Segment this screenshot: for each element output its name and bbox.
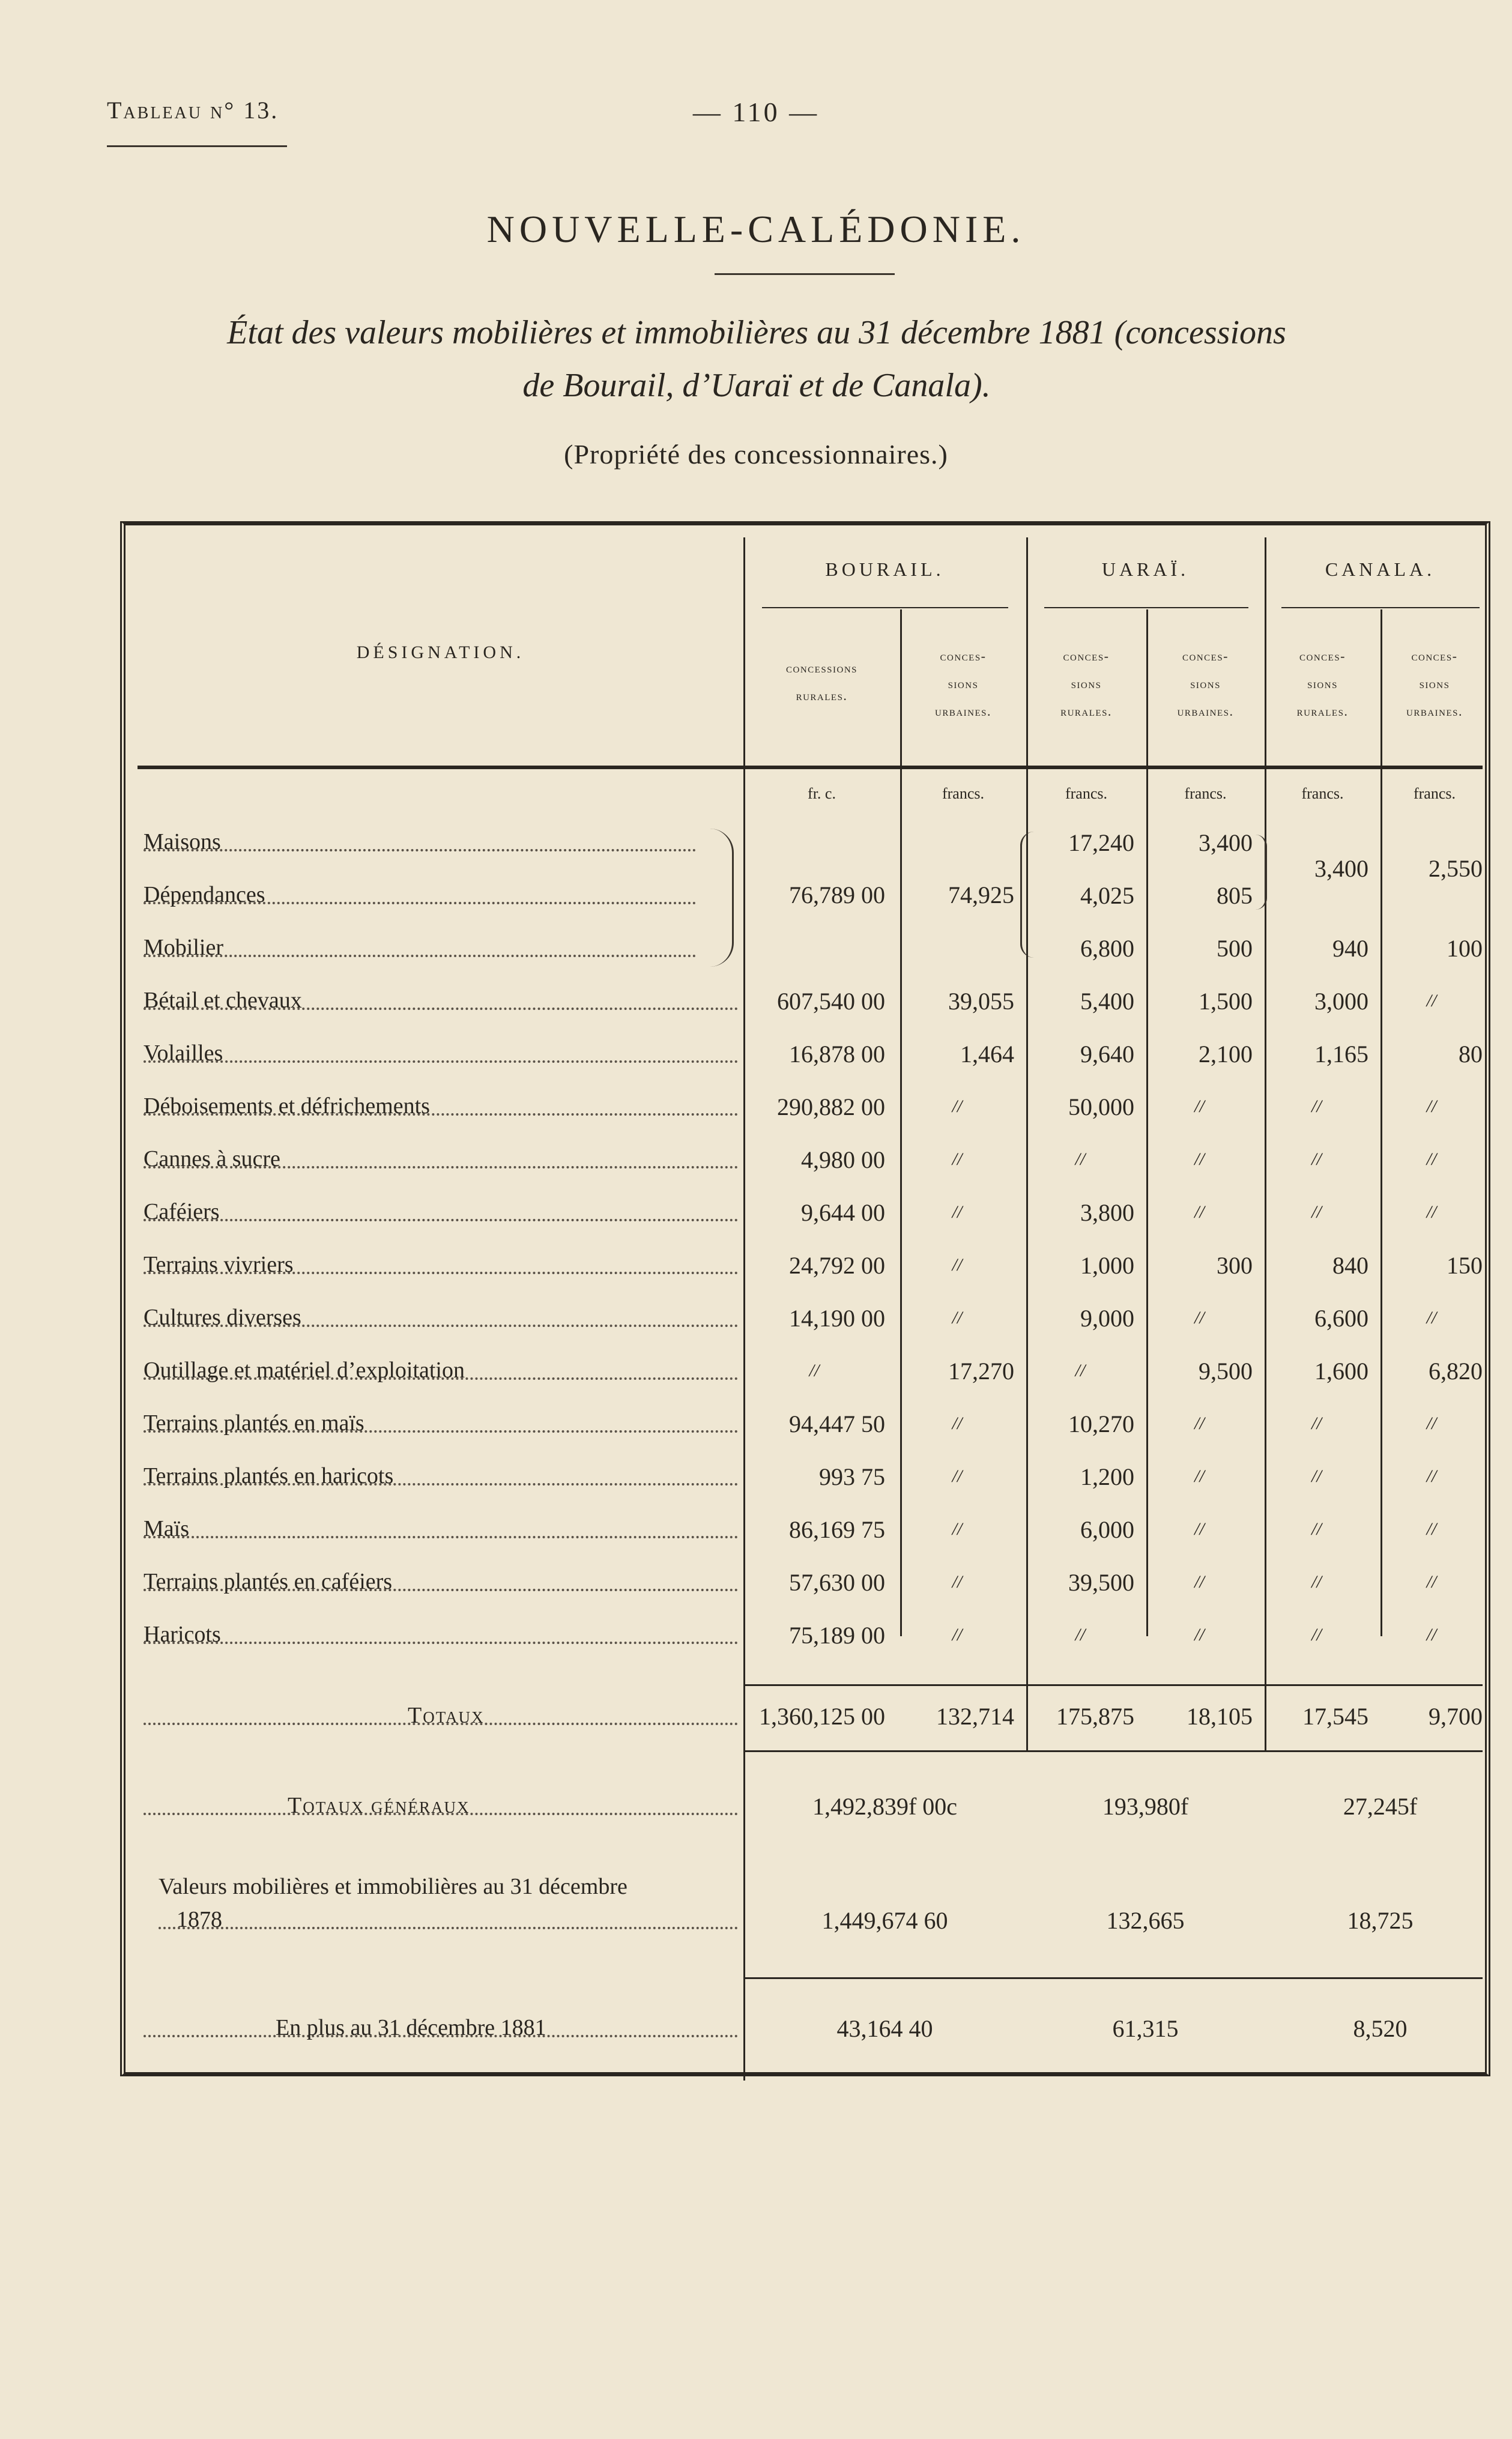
table-cell: // — [1426, 1572, 1437, 1592]
col-head-line: sions — [1190, 676, 1221, 691]
table-cell: 4,980 00 — [801, 1146, 885, 1173]
row-label-text: Maisons — [144, 829, 221, 854]
table-cell: // — [1075, 1149, 1086, 1169]
totaux-bottom-rule — [743, 1750, 1483, 1752]
leader-dots — [144, 955, 696, 957]
table-cell: 10,270 — [1068, 1410, 1134, 1437]
col-head-line: urbaines. — [1177, 704, 1234, 719]
table-cell: 50,000 — [1068, 1093, 1134, 1120]
row-label-text: Cannes à sucre — [144, 1146, 280, 1171]
table-cell: // — [1426, 1413, 1437, 1433]
group-canala: CANALA. — [1325, 558, 1436, 580]
designation-header: DÉSIGNATION. — [356, 642, 525, 662]
totaux-cell: 9,700 — [1429, 1703, 1483, 1730]
leader-dots — [144, 849, 696, 851]
table-cell: 24,792 00 — [789, 1252, 885, 1279]
unit-uarai-rurales: francs. — [1065, 785, 1107, 802]
maisons-uarai-rurales: 17,240 — [1068, 829, 1134, 856]
col-head-line: rurales. — [1060, 704, 1112, 719]
col-head-canala-rurales — [1265, 642, 1380, 725]
mobilier-uarai-rurales: 6,800 — [1080, 935, 1134, 962]
row-label — [144, 1304, 738, 1333]
row-label-text: En plus au 31 décembre 1881 — [276, 2015, 546, 2040]
table-cell: // — [809, 1361, 820, 1380]
row-label-text: Déboisements et défrichements — [144, 1093, 430, 1119]
table-cell: // — [1075, 1625, 1086, 1645]
valeurs-1878-bourail: 1,449,674 60 — [821, 1907, 948, 1934]
leader-dots — [144, 1536, 738, 1538]
leader-dots — [144, 1642, 738, 1644]
page-title: NOUVELLE-CALÉDONIE. — [486, 208, 1026, 250]
row-label — [144, 1146, 738, 1174]
maisons-canala-rurales: 3,400 — [1314, 855, 1368, 882]
table-cell: 39,500 — [1068, 1569, 1134, 1596]
en-plus-top-rule — [743, 1977, 1483, 1979]
row-label-text: 1878 — [177, 1907, 222, 1932]
table-cell: 2,100 — [1199, 1041, 1253, 1068]
en-plus-uarai: 61,315 — [1112, 2015, 1179, 2042]
table-cell: 57,630 00 — [789, 1569, 885, 1596]
table-cell: 3,800 — [1080, 1199, 1134, 1226]
table-cell: // — [1311, 1202, 1322, 1222]
group-rule-uarai — [1044, 607, 1248, 608]
row-label — [144, 1093, 738, 1122]
totaux-cell: 17,545 — [1302, 1703, 1368, 1730]
group-rule-canala — [1281, 607, 1480, 608]
maisons-bourail-rurales: 76,789 00 — [789, 881, 885, 908]
table-cell: // — [1311, 1519, 1322, 1539]
table-cell: // — [1194, 1308, 1205, 1328]
table-cell: // — [952, 1413, 963, 1433]
table-cell: // — [952, 1149, 963, 1169]
table-cell: // — [1194, 1466, 1205, 1486]
row-label — [144, 1040, 738, 1069]
row-label-text: Mobilier — [144, 935, 223, 960]
table-cell: // — [1426, 991, 1437, 1011]
leader-dots — [159, 1927, 738, 1929]
totaux-cell: 1,360,125 00 — [759, 1703, 885, 1730]
row-label-text: Terrains plantés en caféiers — [144, 1569, 393, 1594]
col-head-uarai-urbaines — [1146, 642, 1265, 725]
table-cell: // — [1311, 1625, 1322, 1645]
table-cell: // — [1194, 1413, 1205, 1433]
table-number: Tableau n° 13. — [107, 97, 279, 124]
row-label-text: Caféiers — [144, 1199, 220, 1224]
header-rule-bottom — [138, 766, 1483, 769]
row-label-text: Cultures diverses — [144, 1305, 301, 1330]
totaux-cell: 175,875 — [1056, 1703, 1134, 1730]
table-cell: // — [1426, 1519, 1437, 1539]
table-cell: 16,878 00 — [789, 1041, 885, 1068]
table-cell: // — [952, 1625, 963, 1645]
table-cell: // — [1194, 1149, 1205, 1169]
row-label-dependances — [144, 881, 696, 910]
row-label-maisons — [144, 829, 696, 857]
row-label — [144, 1410, 738, 1439]
row-label-text: Terrains vivriers — [144, 1252, 294, 1277]
table-cell: // — [952, 1096, 963, 1116]
col-head-line: rurales. — [1296, 704, 1349, 719]
dependances-uarai-urbaines: 805 — [1217, 882, 1253, 909]
table-cell: // — [1311, 1572, 1322, 1592]
col-head-line: sions — [1071, 676, 1102, 691]
table-cell: 1,165 — [1314, 1041, 1368, 1068]
table-cell: 1,500 — [1199, 988, 1253, 1015]
mobilier-canala-urbaines: 100 — [1447, 935, 1483, 962]
table-cell: 94,447 50 — [789, 1410, 885, 1437]
row-label-totaux-generaux — [144, 1792, 738, 1821]
table-cell: // — [1194, 1519, 1205, 1539]
table-cell: // — [952, 1519, 963, 1539]
row-label — [144, 1251, 738, 1280]
unit-bourail-rurales: fr. c. — [808, 785, 836, 802]
table-cell: // — [1311, 1149, 1322, 1169]
table-cell: 607,540 00 — [777, 988, 885, 1015]
table-cell: // — [1311, 1466, 1322, 1486]
col-head-line: conces- — [1299, 648, 1346, 663]
row-label-text: Bétail et chevaux — [144, 988, 302, 1013]
totaux-generaux-bourail: 1,492,839f 00c — [812, 1793, 958, 1820]
unit-canala-urbaines: francs. — [1413, 785, 1456, 802]
col-head-canala-urbaines — [1380, 642, 1489, 725]
row-label-valeurs-1878-line1: Valeurs mobilières et immobilières au 31 décembre — [159, 1874, 627, 1899]
header-rule — [107, 145, 287, 147]
table-cell: 993 75 — [819, 1463, 885, 1490]
table-cell: 6,000 — [1080, 1516, 1134, 1543]
table-cell: 86,169 75 — [789, 1516, 885, 1543]
row-label-text: Outillage et matériel d’exploitation — [144, 1358, 465, 1383]
table-cell: 6,820 — [1429, 1358, 1483, 1385]
table-cell: // — [1194, 1625, 1205, 1645]
table-cell: // — [1426, 1625, 1437, 1645]
table-cell: 9,000 — [1080, 1305, 1134, 1332]
page-number: — 110 — — [692, 97, 820, 127]
table-cell: 3,000 — [1314, 988, 1368, 1015]
row-label — [144, 987, 738, 1016]
table-cell: // — [1194, 1202, 1205, 1222]
row-label-en-plus — [144, 2014, 738, 2043]
col-head-line: conces- — [1063, 648, 1110, 663]
row-label — [144, 1198, 738, 1227]
table-cell: 1,200 — [1080, 1463, 1134, 1490]
totaux-generaux-uarai: 193,980f — [1102, 1793, 1189, 1820]
row-label-text: Totaux — [408, 1703, 485, 1728]
row-label-totaux — [144, 1702, 738, 1731]
col-head-line: conces- — [1182, 648, 1229, 663]
unit-bourail-urbaines: francs. — [942, 785, 984, 802]
mobilier-uarai-urbaines: 500 — [1217, 935, 1253, 962]
table-cell: 80 — [1459, 1041, 1483, 1068]
table-cell: // — [1194, 1572, 1205, 1592]
table-cell: // — [1426, 1096, 1437, 1116]
table-cell: 5,400 — [1080, 988, 1134, 1015]
page-header — [0, 96, 1512, 132]
maisons-bourail-urbaines: 74,925 — [948, 881, 1014, 908]
col-head-line: conces- — [1411, 648, 1458, 663]
row-label-text: Haricots — [144, 1622, 221, 1647]
parenthetical-note: (Propriété des concessionnaires.) — [564, 439, 948, 470]
col-head-line: sions — [1419, 676, 1450, 691]
table-cell: // — [1426, 1202, 1437, 1222]
subtitle-line-2: de Bourail, d’Uaraï et de Canala). — [522, 367, 991, 404]
mobilier-canala-rurales: 940 — [1332, 935, 1368, 962]
group-rule-bourail — [762, 607, 1008, 608]
table-cell: 6,600 — [1314, 1305, 1368, 1332]
table-cell: // — [1194, 1096, 1205, 1116]
table-cell: // — [1426, 1308, 1437, 1328]
table-cell: // — [1311, 1413, 1322, 1433]
table-cell: // — [1075, 1361, 1086, 1380]
col-head-uarai-rurales — [1026, 642, 1146, 725]
col-head-line: urbaines. — [1406, 704, 1463, 719]
unit-uarai-urbaines: francs. — [1184, 785, 1227, 802]
table-cell: 9,644 00 — [801, 1199, 885, 1226]
row-label-text: Volailles — [144, 1041, 223, 1066]
totaux-top-rule — [743, 1684, 1483, 1686]
unit-canala-rurales: francs. — [1301, 785, 1344, 802]
table-cell: // — [952, 1308, 963, 1328]
row-label — [144, 1621, 738, 1650]
table-cell: 300 — [1217, 1252, 1253, 1279]
table-cell: 14,190 00 — [789, 1305, 885, 1332]
table-cell: 1,464 — [960, 1041, 1014, 1068]
row-label-valeurs-1878-line2 — [159, 1906, 738, 1935]
table-cell: 75,189 00 — [789, 1622, 885, 1649]
maisons-uarai-urbaines: 3,400 — [1199, 829, 1253, 856]
brace-bracket — [696, 829, 734, 967]
table-cell: // — [1426, 1149, 1437, 1169]
data-table — [120, 521, 1490, 2076]
table-cell: // — [952, 1466, 963, 1486]
row-label-text: Totaux généraux — [288, 1793, 470, 1818]
group-uarai: UARAÏ. — [1101, 558, 1190, 580]
col-head-line: sions — [1307, 676, 1338, 691]
totaux-cell: 18,105 — [1187, 1703, 1253, 1730]
group-bourail: BOURAIL. — [825, 558, 945, 580]
table-cell: 840 — [1332, 1252, 1368, 1279]
row-label — [144, 1516, 738, 1544]
title-rule — [715, 273, 895, 275]
table-cell: 1,600 — [1314, 1358, 1368, 1385]
table-cell: 290,882 00 — [777, 1093, 885, 1120]
subtitle-line-1: État des valeurs mobilières et immobilières au 31 décembre 1881 (concessions — [227, 314, 1286, 351]
col-head-bourail-urbaines — [900, 642, 1026, 725]
row-label-text: Terrains plantés en maïs — [144, 1410, 364, 1436]
totaux-generaux-canala: 27,245f — [1343, 1793, 1418, 1820]
col-head-line: sions — [948, 676, 979, 691]
col-head-line: concessions — [785, 660, 858, 675]
en-plus-bourail: 43,164 40 — [836, 2015, 933, 2042]
row-label-text: Dépendances — [144, 882, 265, 907]
table-cell: 17,270 — [948, 1358, 1014, 1385]
table-cell: 1,000 — [1080, 1252, 1134, 1279]
leader-dots — [144, 1219, 738, 1221]
totaux-cell: 132,714 — [936, 1703, 1014, 1730]
leader-dots — [144, 1060, 738, 1063]
table-cell: 9,640 — [1080, 1041, 1134, 1068]
col-head-line: rurales. — [796, 688, 848, 703]
maisons-canala-urbaines: 2,550 — [1429, 855, 1483, 882]
row-label-mobilier — [144, 934, 696, 963]
table-cell: 39,055 — [948, 988, 1014, 1015]
table-cell: // — [1311, 1096, 1322, 1116]
table-cell: // — [1426, 1466, 1437, 1486]
table-cell: 9,500 — [1199, 1358, 1253, 1385]
row-label — [144, 1357, 738, 1386]
table-cell: // — [952, 1572, 963, 1592]
col-head-line: urbaines. — [934, 704, 991, 719]
row-label — [144, 1568, 738, 1597]
col-head-bourail-rurales — [743, 654, 900, 710]
row-label — [144, 1463, 738, 1492]
table-cell: 150 — [1447, 1252, 1483, 1279]
col-head-line: conces- — [940, 648, 987, 663]
row-label-text: Maïs — [144, 1516, 189, 1541]
table-cell: // — [952, 1202, 963, 1222]
table-cell: // — [952, 1255, 963, 1275]
dependances-uarai-rurales: 4,025 — [1080, 882, 1134, 909]
subtitle — [180, 306, 1333, 412]
valeurs-1878-canala: 18,725 — [1347, 1907, 1414, 1934]
row-label-text: Terrains plantés en haricots — [144, 1463, 394, 1488]
en-plus-canala: 8,520 — [1353, 2015, 1408, 2042]
valeurs-1878-uarai: 132,665 — [1106, 1907, 1185, 1934]
